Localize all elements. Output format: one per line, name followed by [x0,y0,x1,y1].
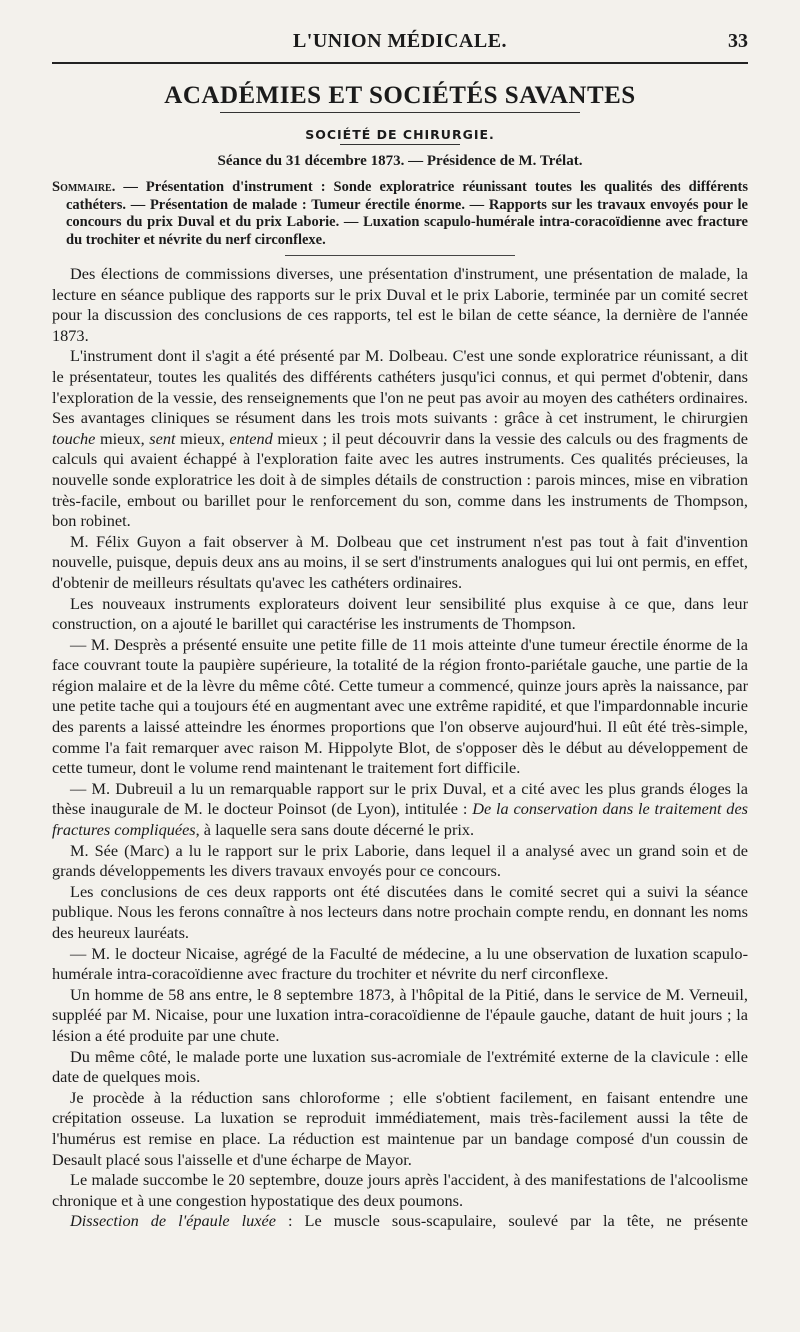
italic-word: touche [52,428,96,448]
page-number: 33 [728,30,748,52]
paragraph: Le malade succombe le 20 septembre, douze jours après l'accident, à des manifestations de l'alcoolisme chronique et à une congestion hypostatique des deux poumons. [52,1170,748,1210]
summary-rule [285,255,515,256]
section-title: ACADÉMIES ET SOCIÉTÉS SAVANTES [164,82,636,109]
journal-title: L'UNION MÉDICALE. [292,30,508,52]
summary-label: Sommaire. [52,179,116,195]
paragraph-text: L'instrument dont il s'agit a été présenté par M. Dolbeau. C'est une sonde exploratrice réunissant, a dit le présentateur, toutes les qualités des différents cathéters jusqu'ici connus, et qui permet d'obtenir, dans l'exploration de la vessie, des renseignements que l'on ne peut pas avoir au moyen des cathéters ordinaires. Ses avantages cliniques se résument dans les trois mots suivants : grâce à cet instrument, le chirurgien [52,346,748,428]
paragraph [52,346,748,531]
session-line: Séance du 31 décembre 1873. — Présidence de M. Trélat. [217,153,583,169]
paragraph-text: mieux ; il peut découvrir dans la vessie des calculs ou des fragments de calculs qui avaient échappé à l'exploration faite avec les autres instruments. Ces qualités précieuses, la nouvelle sonde exploratrice les doit à de simples détails de construction : parois minces, mise en vibration très-facile, embout ou barillet pour le renforcement du son, comme dans les instruments de Thompson, bon robinet. [52,428,749,531]
italic-lead: Dissection de l'épaule luxée [70,1211,276,1231]
article-body [52,264,748,1232]
paragraph: M. Sée (Marc) a lu le rapport sur le prix Laborie, dans lequel il a analysé avec un grand soin et de grands développements les divers travaux envoyés pour ce concours. [52,840,748,881]
section-rule [220,112,580,113]
italic-word: entend [229,428,273,448]
paragraph: Un homme de 58 ans entre, le 8 septembre 1873, à l'hôpital de la Pitié, dans le service de M. Verneuil, suppléé par M. Nicaise, pour une luxation intra-coracoïdienne de l'épaule gauche, datant de huit jours ; la lésion a été produite par une chute. [52,984,748,1045]
paragraph-text: mieux, [175,428,230,448]
paragraph: — M. Desprès a présenté ensuite une petite fille de 11 mois atteinte d'une tumeur érectile énorme de la face couvrant toute la paupière supérieure, la totalité de la région fronto-pariétale gauche, une partie de la région malaire et de la lèvre du même côté. Cette tumeur a commencé, quinze jours après la naissance, par une petite tache qui a toujours été en augmentant avec une extrême rapidité, et que l'impardonnable incurie des parents a laissé atteindre les énormes proportions que l'on observe aujourd'hui. Il eût été très-simple, comme l'a fait remarquer avec raison M. Hippolyte Blot, de s'opposer dès le début au développement de cette tumeur, dont le volume rend maintenant le traitement fort difficile. [52,634,748,778]
thesis-title: De la conservation dans le traitement des fractures compliquées [52,799,749,840]
italic-word: sent [149,428,176,448]
paragraph-text: mieux, [95,428,150,448]
paragraph-text: , à laquelle sera sans doute décerné le prix. [195,820,475,840]
society-heading: SOCIÉTÉ DE CHIRURGIE. [305,127,495,142]
paragraph: Des élections de commissions diverses, une présentation d'instrument, une présentation de malade, la lecture en séance publique des rapports sur le prix Duval et le prix Laborie, terminée par un comité secret pour la discussion des conclusions de ces rapports, tel est le bilan de cette séance, la dernière de l'année 1873. [52,264,748,345]
summary [52,179,748,249]
header-rule [52,62,748,64]
journal-page [52,26,748,1232]
paragraph-text: — M. Dubreuil a lu un remarquable rapport sur le prix Duval, et a cité avec les plus grands éloges la thèse inaugurale de M. le docteur Poinsot (de Lyon), intitulée : [52,778,748,819]
paragraph: Du même côté, le malade porte une luxation sus-acromiale de l'extrémité externe de la clavicule : elle date de quelques mois. [52,1046,748,1087]
paragraph: Les nouveaux instruments explorateurs doivent leur sensibilité plus exquise à ce que, dans leur construction, on a ajouté le barillet qui caractérise les instruments de Thompson. [52,593,748,634]
paragraph: Les conclusions de ces deux rapports ont été discutées dans le comité secret qui a suivi la séance publique. Nous les ferons connaître à nos lecteurs dans notre prochain compte rendu, en donnant les noms des heureux lauréats. [52,881,748,942]
paragraph [52,779,748,841]
paragraph: M. Félix Guyon a fait observer à M. Dolbeau que cet instrument n'est pas tout à fait d'invention nouvelle, puisque, depuis deux ans au moins, il se sert d'instruments analogues qui lui ont permis, en effet, d'obtenir de meilleurs résultats qu'avec les cathéters ordinaires. [52,531,748,592]
paragraph: Je procède à la réduction sans chloroforme ; elle s'obtient facilement, en faisant entendre une crépitation osseuse. La luxation se reproduit immédiatement, mais très-facilement aussi la tête de l'humérus est remise en place. La réduction est maintenue par un bandage composé d'un coussin de Desault placé sous l'aisselle et d'une écharpe de Mayor. [52,1087,748,1169]
paragraph: — M. le docteur Nicaise, agrégé de la Faculté de médecine, a lu une observation de luxation scapulo-humérale intra-coracoïdienne avec fracture du trochiter et névrite du nerf circonflexe. [52,943,748,984]
paragraph [52,1211,748,1232]
running-head [52,26,748,60]
society-rule [340,144,460,145]
paragraph-text: : Le muscle sous-scapulaire, soulevé par la tête, ne présente [275,1211,748,1231]
summary-text: — Présentation d'instrument : Sonde exploratrice réunissant toutes les qualités des différents cathéters. — Présentation de malade : Tumeur érectile énorme. — Rapports sur les travaux envoyés pour le concours du prix Duval et du prix Laborie. — Luxation scapulo-humérale intra-coracoïdienne avec fracture du trochiter et névrite du nerf circonflexe. [66,179,748,248]
